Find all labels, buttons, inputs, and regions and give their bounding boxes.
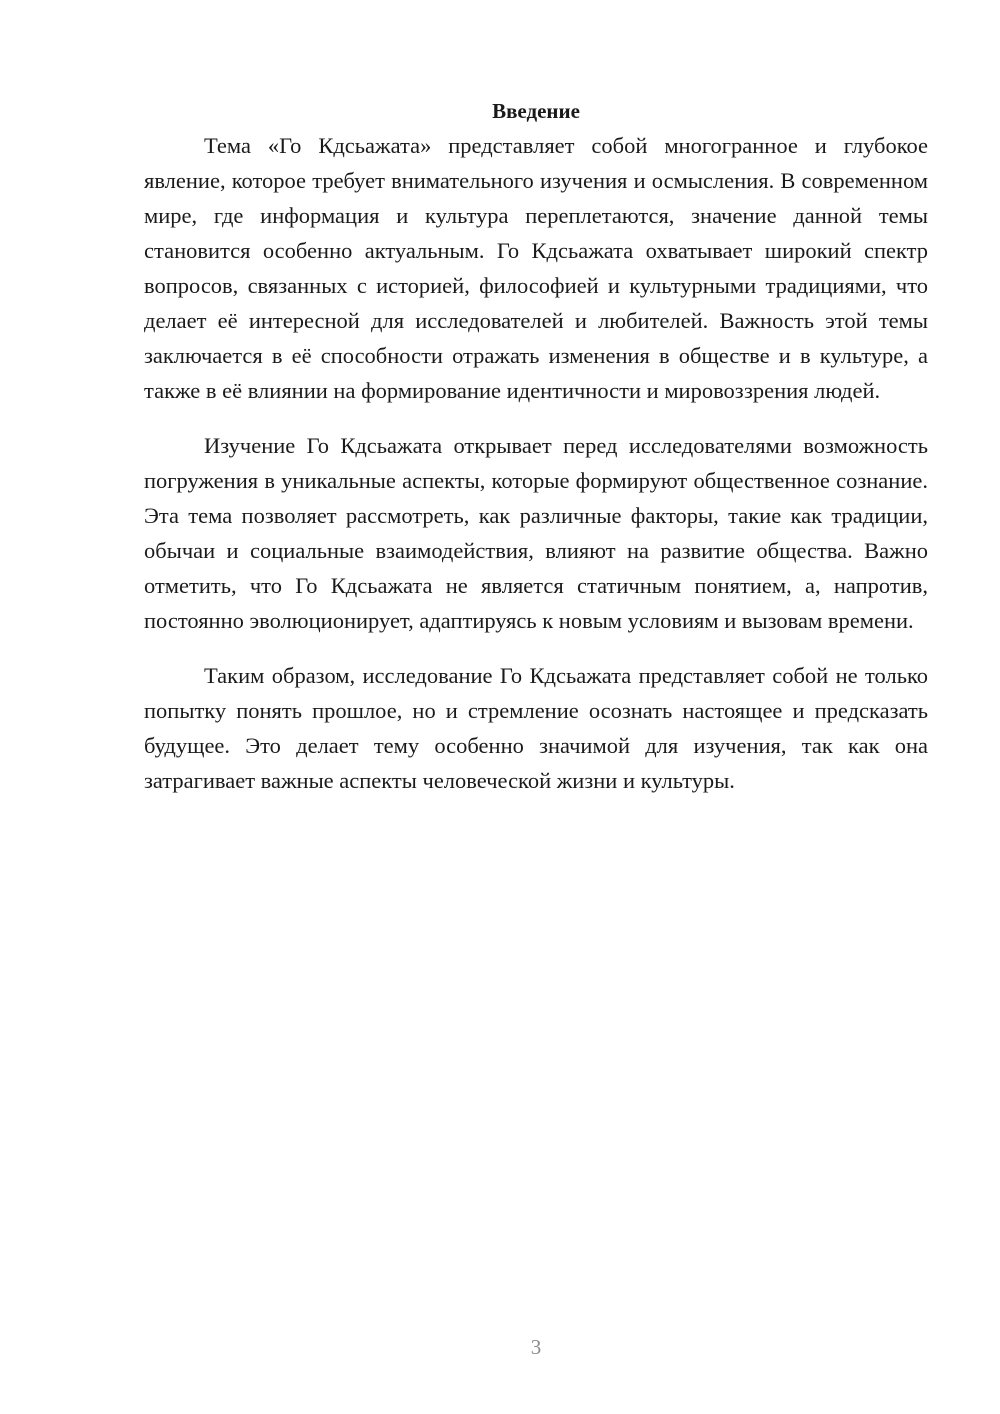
document-body [144,94,928,818]
paragraph-2: Изучение Го Кдсьажата открывает перед исследователями возможность погружения в уникальные аспекты, которые формируют общественное сознание. Эта тема позволяет рассмотреть, как различные факторы, такие как традиции, обычаи и социальные взаимодействия, влияют на развитие общества. Важно отметить, что Го Кдсьажата не является статичным понятием, а, напротив, постоянно эволюционирует, адаптируясь к новым условиям и вызовам времени. [144,433,928,633]
section-heading: Введение [492,99,580,123]
paragraph-1: Тема «Го Кдсьажата» представляет собой многогранное и глубокое явление, которое требует внимательного изучения и осмысления. В современном мире, где информация и культура переплетаются, значение данной темы становится особенно актуальным. Го Кдсьажата охватывает широкий спектр вопросов, связанных с историей, философией и культурными традициями, что делает её интересной для исследователей и любителей. Важность этой темы заключается в её способности отражать изменения в обществе и в культуре, а также в её влиянии на формирование идентичности и мировоззрения людей. [144,133,928,403]
paragraph-3: Таким образом, исследование Го Кдсьажата представляет собой не только попытку понять прошлое, но и стремление осознать настоящее и предсказать будущее. Это делает тему особенно значимой для изучения, так как она затрагивает важные аспекты человеческой жизни и культуры. [144,663,928,793]
page-number: 3 [530,1335,542,1359]
